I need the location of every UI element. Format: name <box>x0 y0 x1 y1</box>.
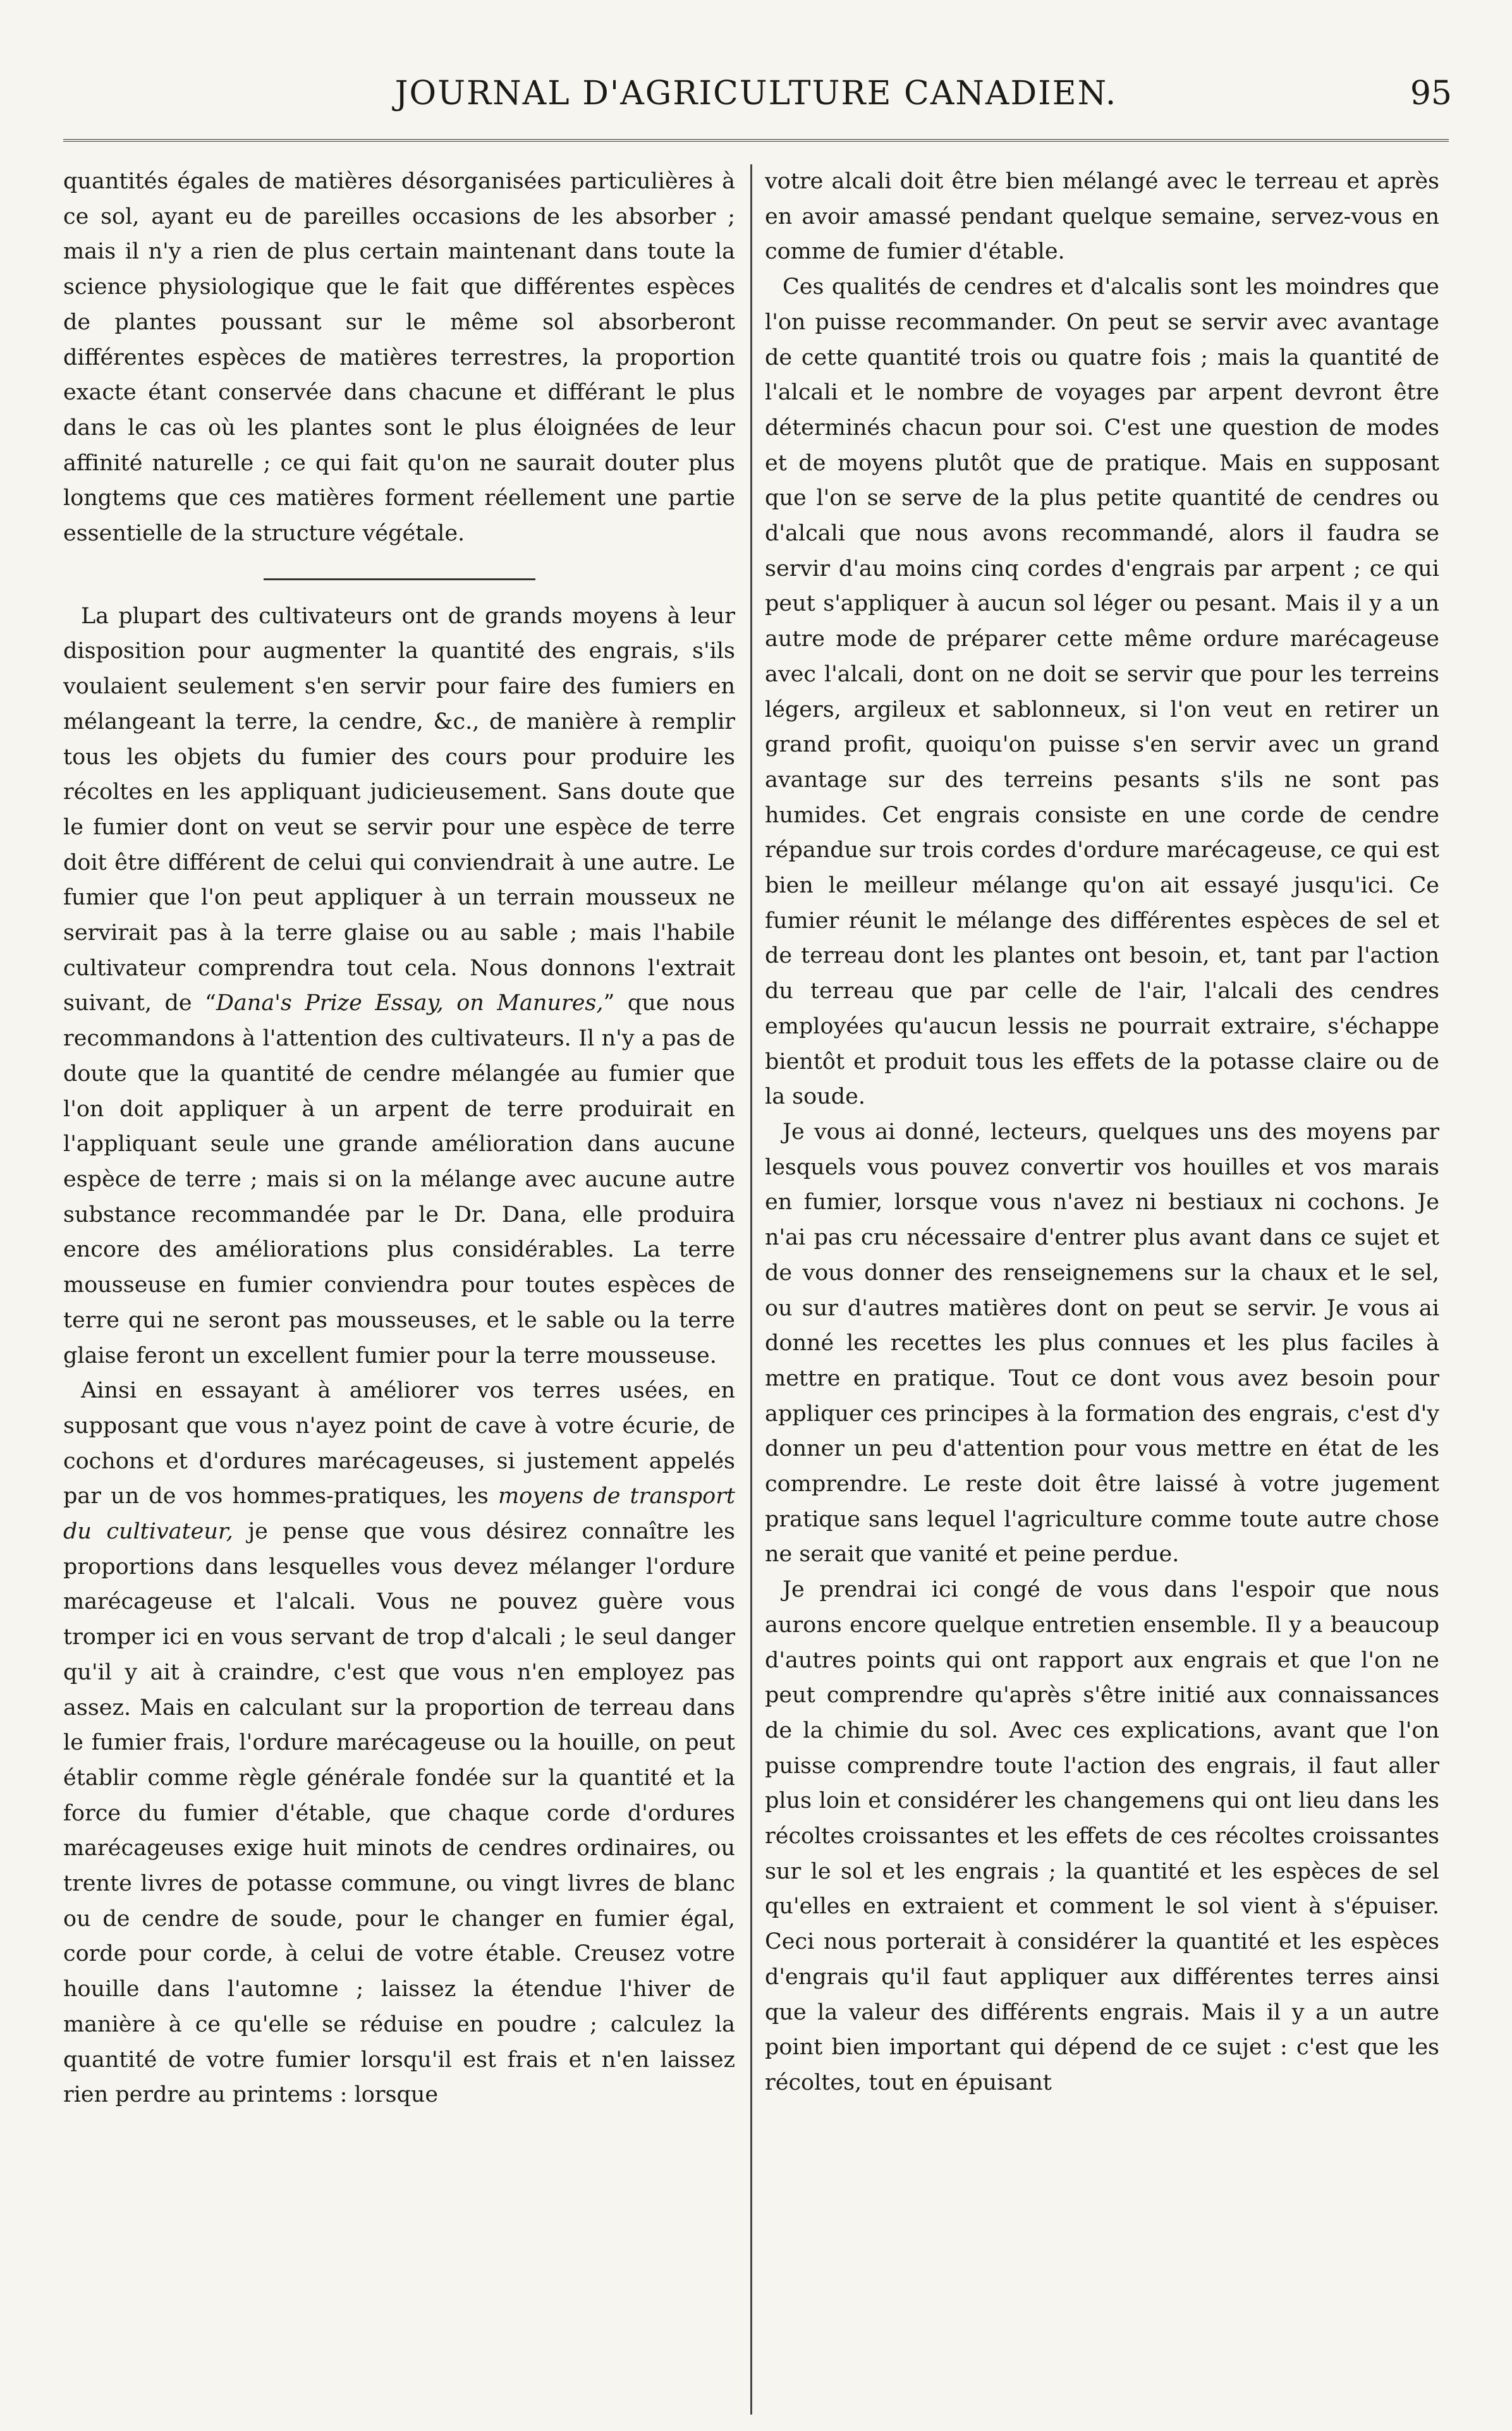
paragraph: Ces qualités de cendres et d'alcalis sont les moindres que l'on puisse recommander. On peut se servir avec avantage de cette quantité trois ou quatre fois ; mais la quantité de l'alcali et le nombre de voyages par arpent devront être déterminés chacun pour soi. C'est une question de modes et de moyens plutôt que de pratique. Mais en supposant que l'on se serve de la plus petite quantité de cendres ou d'alcali que nous avons recommandé, alors il faudra se servir d'au moins cinq cordes d'engrais par arpent ; ce qui peut s'appliquer à aucun sol léger ou pesant. Mais il y a un autre mode de préparer cette même ordure marécageuse avec l'alcali, dont on ne doit se servir que pour les terreins légers, argileux et sablonneux, si l'on veut en retirer un grand profit, quoiqu'on puisse s'en servir avec un grand avantage sur des terreins pesants s'ils ne sont pas humides. Cet engrais consiste en une corde de cendre répandue sur trois cordes d'ordure marécageuse, ce qui est bien le meilleur mélange qu'on ait essayé jusqu'ici. Ce fumier réunit le mélange des différentes espèces de sel et de terreau dont les plantes ont besoin, et, tant par l'action du terreau que par celle de l'air, l'alcali des cendres employées qu'aucun lessis ne pourrait extraire, s'échappe bientôt et produit tous les effets de la potasse claire ou de la soude. <box>765 274 1439 1110</box>
column-divider <box>750 164 752 2415</box>
page-header <box>60 75 1452 131</box>
italic-phrase: moyens de transport du cultivateur, <box>63 1484 735 1545</box>
italic-title: Dana's Prize Essay, on Manures, <box>216 990 604 1016</box>
journal-title: JOURNAL D'AGRICULTURE CANADIEN. <box>394 75 1118 113</box>
paragraph-text: je pense que vous désirez connaître les proportions dans lesquelles vous devez mélanger l'ordure marécageuse et l'alcali. Vous ne pouvez guère vous tromper ici en vous servant de trop d'alcali ; le seul danger qu'il y ait à craindre, c'est que vous n'en employez pas assez. Mais en calculant sur la proportion de terreau dans le fumier frais, l'ordure marécageuse ou la houille, on peut établir comme règle générale fondée sur la quantité et la force du fumier d'étable, que chaque corde d'ordures marécageuses exige huit minots de cendres ordinaires, ou trente livres de potasse commune, ou vingt livres de blanc ou de cendre de soude, pour le changer en fumier égal, corde pour corde, à celui de votre étable. Creusez votre houille dans l'automne ; laissez la étendue l'hiver de manière à ce qu'elle se réduise en poudre ; calculez la quantité de votre fumier lorsqu'il est frais et n'en laissez rien perdre au printems : lorsque <box>63 1519 735 2108</box>
right-column <box>756 164 1439 2415</box>
paragraph <box>63 599 735 1374</box>
header-rule <box>63 139 1449 142</box>
paragraph <box>63 1374 735 2113</box>
paragraph: votre alcali doit être bien mélangé avec le terreau et après en avoir amassé pendant quelque semaine, servez-vous en comme de fumier d'étable. <box>765 169 1439 265</box>
paragraph-text: ” que nous recommandons à l'attention des cultivateurs. Il n'y a pas de doute que la quantité de cendre mélangée au fumier que l'on doit appliquer à un arpent de terre produirait en l'appliquant seule une grande amélioration dans aucune espèce de terre ; mais si on la mélange avec aucune autre substance recommandée par le Dr. Dana, elle produira encore des améliorations plus considérables. La terre mousseuse en fumier conviendra pour toutes espèces de terre qui ne seront pas mousseuses, et le sable ou la terre glaise feront un excellent fumier pour la terre mousseuse. <box>63 990 735 1368</box>
paragraph: Je prendrai ici congé de vous dans l'espoir que nous aurons encore quelque entretien ensemble. Il y a beaucoup d'autres points qui ont rapport aux engrais et que l'on ne peut comprendre qu'après s'être initié aux connaissances de la chimie du sol. Avec ces explications, avant que l'on puisse comprendre toute l'action des engrais, il faut aller plus loin et considérer les changemens qui ont lieu dans les récoltes croissantes et les effets de ces récoltes croissantes sur le sol et les engrais ; la quantité et les espèces de sel qu'elles en extraient et comment le sol vient à s'épuiser. Ceci nous porterait à considérer la quantité et les espèces d'engrais qu'il faut appliquer aux différentes terres ainsi que la valeur des différents engrais. Mais il y a un autre point bien important qui dépend de ce sujet : c'est que les récoltes, tout en épuisant <box>765 1577 1439 2095</box>
left-column <box>63 164 747 2415</box>
paragraph: Je vous ai donné, lecteurs, quelques uns des moyens par lesquels vous pouvez convertir vos houilles et vos marais en fumier, lorsque vous n'avez ni bestiaux ni cochons. Je n'ai pas cru nécessaire d'entrer plus avant dans ce sujet et de vous donner des renseignemens sur la chaux et le sel, ou sur d'autres matières dont on peut se servir. Je vous ai donné les recettes les plus connues et les plus faciles à mettre en pratique. Tout ce dont vous avez besoin pour appliquer ces principes à la formation des engrais, c'est d'y donner un peu d'attention pour vous mettre en état de les comprendre. Le reste doit être laissé à votre jugement pratique sans lequel l'agriculture comme toute autre chose ne serait que vanité et peine perdue. <box>765 1119 1439 1568</box>
paragraph: quantités égales de matières désorganisées particulières à ce sol, ayant eu de pareilles occasions de les absorber ; mais il n'y a rien de plus certain maintenant dans toute la science physiologique que le fait que différentes espèces de plantes poussant sur le même sol absorberont différentes espèces de matières terrestres, la proportion exacte étant conservée dans chacune et différant le plus dans le cas où les plantes sont le plus éloignées de leur affinité naturelle ; ce qui fait qu'on ne saurait douter plus longtems que ces matières forment réellement une partie essentielle de la structure végétale. <box>63 169 735 547</box>
paragraph-text: La plupart des cultivateurs ont de grands moyens à leur disposition pour augmenter la quantité des engrais, s'ils voulaient seulement s'en servir pour faire des fumiers en mélangeant la terre, la cendre, &c., de manière à remplir tous les objets du fumier des cours pour produire les récoltes en les appliquant judicieusement. Sans doute que le fumier dont on veut se servir pour une espèce de terre doit être différent de celui qui conviendrait à une autre. Le fumier que l'on peut appliquer à un terrain mousseux ne servirait pas à la terre glaise ou au sable ; mais l'habile cultivateur comprendra tout cela. Nous donnons l'extrait suivant, de “ <box>63 603 735 1016</box>
paragraph-text: Ainsi en essayant à améliorer vos terres usées, en supposant que vous n'ayez point de cave à votre écurie, de cochons et d'ordures marécageuses, si justement appelés par un de vos hommes-pratiques, les <box>63 1378 735 1509</box>
page-number: 95 <box>1410 75 1452 113</box>
section-divider <box>264 578 535 580</box>
text-columns <box>63 164 1449 2415</box>
